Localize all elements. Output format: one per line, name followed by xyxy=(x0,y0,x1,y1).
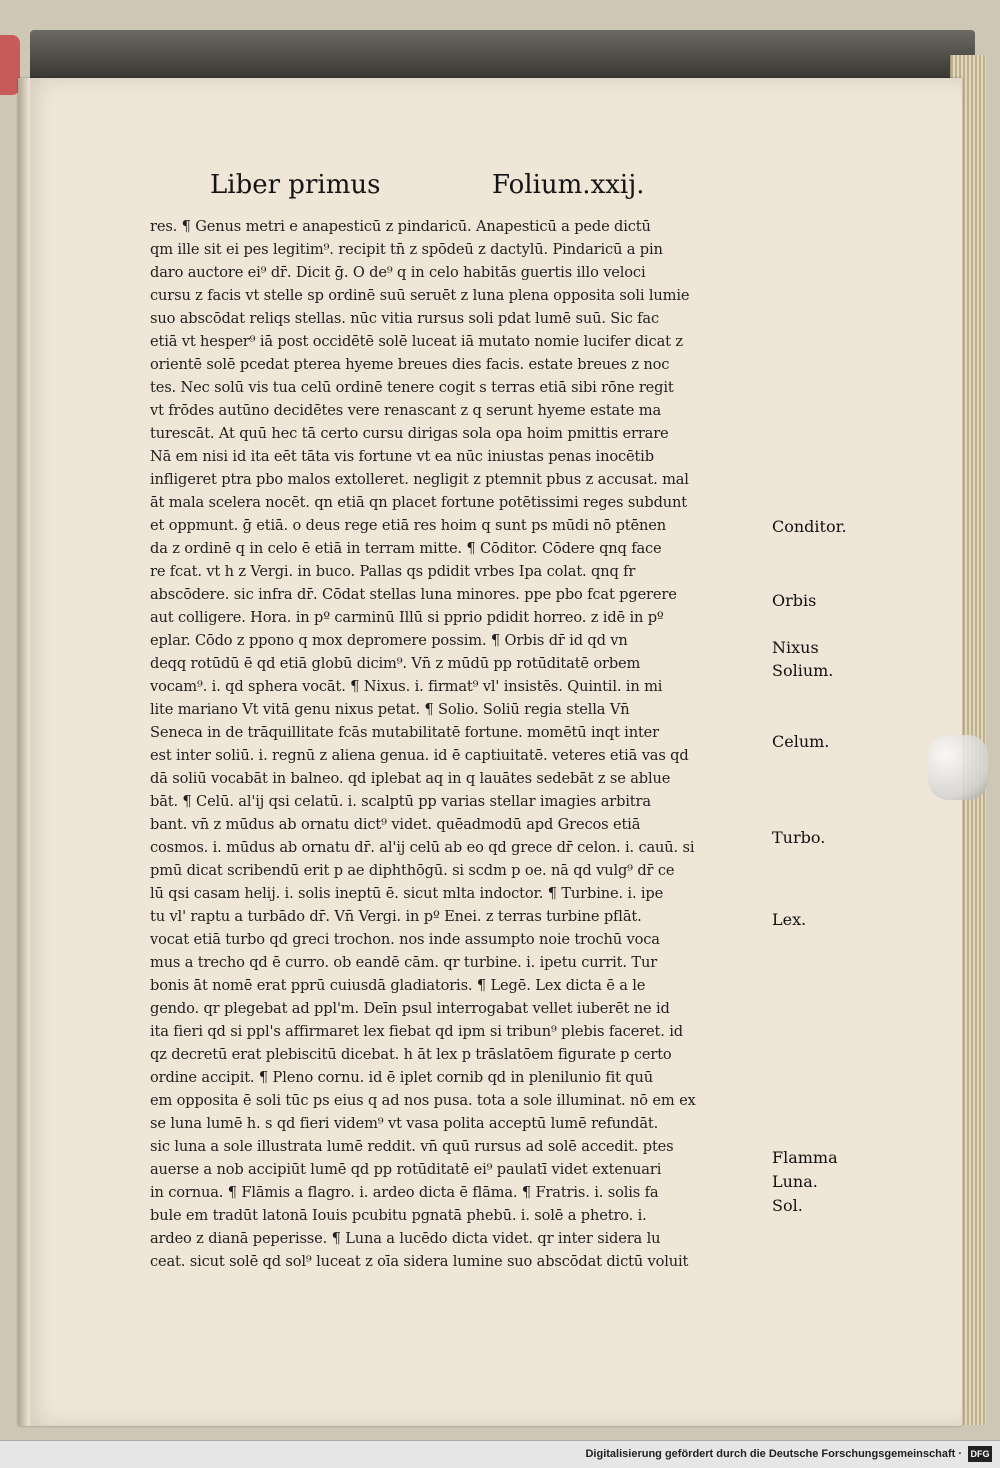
text-line: bāt. ¶ Celū. al'ij qsi celatū. i. scalptū pp varias stellar imagies arbitra xyxy=(150,793,651,810)
text-line: ordine accipit. ¶ Pleno cornu. id ē iplet cornib qd in plenilunio fit quū xyxy=(150,1069,653,1086)
text-line: pmū dicat scribendū erit p ae diphthōgū. si scdm p oe. nā qd vulg⁹ dr̄ ce xyxy=(150,862,675,879)
footer-bar xyxy=(0,1440,1000,1468)
margin-note-flamma: Flamma xyxy=(772,1148,838,1167)
text-line: abscōdere. sic infra dr̄. Cōdat stellas luna minores. ppe pbo fcat pgerere xyxy=(150,586,677,603)
text-line: lū qsi casam helij. i. solis ineptū ē. sicut mlta indoctor. ¶ Turbine. i. ipe xyxy=(150,885,664,902)
text-line: daro auctore ei⁹ dr̄. Dicit ḡ. O de⁹ q in celo habitās guertis illo veloci xyxy=(150,264,646,281)
text-line: etiā vt hesper⁹ iā post occidētē solē luceat iā mutato nomie lucifer dicat z xyxy=(150,333,683,350)
page-header xyxy=(210,170,710,210)
margin-note-sol: Sol. xyxy=(772,1196,803,1215)
text-line: dā soliū vocabāt in balneo. qd iplebat aq in q lauātes sedebāt z se ablue xyxy=(150,770,671,787)
text-line: cosmos. i. mūdus ab ornatu dr̄. al'ij celū ab eo qd grece dr̄ celon. i. cauū. si xyxy=(150,839,695,856)
text-line: et oppmunt. ḡ etiā. o deus rege etiā res hoim q sunt ps mūdi nō ptēnen xyxy=(150,517,666,534)
folio-number: Folium.xxij. xyxy=(492,170,645,200)
text-line: bant. vn̄ z mūdus ab ornatu dict⁹ videt. quēadmodū apd Grecos etiā xyxy=(150,816,641,833)
text-line: suo abscōdat reliqs stellas. nūc vitia rursus soli pdat lumē suū. Sic fac xyxy=(150,310,660,327)
text-line: Nā em nisi id ita eēt tāta vis fortune vt ea nūc iniustas penas inocētib xyxy=(150,448,654,465)
text-line: in cornua. ¶ Flāmis a flagro. i. ardeo dicta ē flāma. ¶ Fratris. i. solis fa xyxy=(150,1184,659,1201)
text-line: re fcat. vt h z Vergi. in buco. Pallas qs pdidit vrbes Ipa colat. qnq fr xyxy=(150,563,636,580)
text-line: bule em tradūt latonā Iouis pcubitu pgnatā phebū. i. solē a phetro. i. xyxy=(150,1207,647,1224)
text-line: āt mala scelera nocēt. qn etiā qn placet fortune potētissimi reges subdunt xyxy=(150,494,688,511)
text-line: Seneca in de trāquillitate fcās mutabilitatē fortune. momētū inqt inter xyxy=(150,724,659,741)
book-edge xyxy=(30,30,975,82)
text-line xyxy=(150,1273,770,1296)
red-bookmark xyxy=(0,35,20,95)
text-line: est inter soliū. i. regnū z aliena genua. id ē captiuitatē. veteres etiā vas qd xyxy=(150,747,689,764)
margin-note-solium: Solium. xyxy=(772,661,834,680)
text-line: infligeret ptra pbo malos extolleret. negligit z ptemnit pbus z accusat. mal xyxy=(150,471,689,488)
text-line: ardeo z dianā peperisse. ¶ Luna a lucēdo dicta videt. qr inter sidera lu xyxy=(150,1230,661,1247)
text-line: turescāt. At quū hec tā certo cursu dirigas sola opa hoim pmittis errare xyxy=(150,425,669,442)
margin-note-nixus: Nixus xyxy=(772,638,819,657)
text-line: auerse a nob accipiūt lumē qd pp rotūditatē ei⁹ paulatī videt extenuari xyxy=(150,1161,662,1178)
text-line: ita fieri qd si ppl's affirmaret lex fiebat qd ipm si tribun⁹ plebis faceret. id xyxy=(150,1023,683,1040)
margin-note-celum: Celum. xyxy=(772,732,830,751)
funding-credit: Digitalisierung gefördert durch die Deutsche Forschungsgemeinschaft · xyxy=(585,1448,962,1460)
text-line: vocam⁹. i. qd sphera vocāt. ¶ Nixus. i. firmat⁹ vl' insistēs. Quintil. in mi xyxy=(150,678,663,695)
text-line: qm ille sit ei pes legitim⁹. recipit tn̄ z spōdeū z dactylū. Pindaricū a pin xyxy=(150,241,663,258)
page-gutter xyxy=(18,78,30,1426)
text-line: aut colligere. Hora. in pº carminū Illū si pprio pdidit horreo. z idē in pº xyxy=(150,609,664,626)
text-line: res. ¶ Genus metri e anapesticū z pindaricū. Anapesticū a pede dictū xyxy=(150,218,651,235)
text-line: tu vl' raptu a turbādo dr̄. Vn̄ Vergi. in pº Enei. z terras turbine pflāt. xyxy=(150,908,642,925)
dfg-logo-icon: DFG xyxy=(968,1446,992,1462)
text-line: sic luna a sole illustrata lumē reddit. vn̄ quū rursus ad solē accedit. ptes xyxy=(150,1138,674,1155)
text-line: gendo. qr plegebat ad ppl'm. Deīn psul interrogabat vellet iuberēt ne id xyxy=(150,1000,670,1017)
text-line: vocat etiā turbo qd greci trochon. nos inde assumpto noie trochū voca xyxy=(150,931,660,948)
page-clip xyxy=(928,735,988,800)
text-line: deqq rotūdū ē qd etiā globū dicim⁹. Vn̄ z mūdū pp rotūditatē orbem xyxy=(150,655,641,672)
text-line: eplar. Cōdo z ppono q mox depromere possim. ¶ Orbis dr̄ id qd vn xyxy=(150,632,628,649)
text-line: mus a trecho qd ē curro. ob eandē cām. qr turbine. i. ipetu currit. Tur xyxy=(150,954,658,971)
margin-note-orbis: Orbis xyxy=(772,591,817,610)
text-line: orientē solē pcedat pterea hyeme breues dies facis. estate breues z noc xyxy=(150,356,670,373)
margin-note-conditor: Conditor. xyxy=(772,517,847,536)
text-line: lite mariano Vt vitā genu nixus petat. ¶ Solio. Soliū regia stella Vn̄ xyxy=(150,701,630,718)
text-line: qz decretū erat plebiscitū dicebat. h āt lex p trāslatōem figurate p certo xyxy=(150,1046,672,1063)
text-line: tes. Nec solū vis tua celū ordinē tenere cogit s terras etiā sibi rōne regit xyxy=(150,379,674,396)
text-line: cursu z facis vt stelle sp ordinē suū seruēt z luna plena opposita soli lumie xyxy=(150,287,690,304)
margin-note-luna: Luna. xyxy=(772,1172,818,1191)
text-line: bonis āt nomē erat pprū cuiusdā gladiatoris. ¶ Legē. Lex dicta ē a le xyxy=(150,977,646,994)
main-text-block xyxy=(150,215,770,1296)
margin-note-lex: Lex. xyxy=(772,910,807,929)
text-line: da z ordinē q in celo ē etiā in terram mitte. ¶ Cōditor. Cōdere qnq face xyxy=(150,540,662,557)
margin-note-turbo: Turbo. xyxy=(772,828,826,847)
running-title: Liber primus xyxy=(210,170,381,200)
text-line: ceat. sicut solē qd sol⁹ luceat z oīa sidera lumine suo abscōdat dictū voluit xyxy=(150,1253,689,1270)
text-line: vt frōdes autūno decidētes vere renascant z q serunt hyeme estate ma xyxy=(150,402,662,419)
text-line: em opposita ē soli tūc ps eius q ad nos pusa. tota a sole illuminat. nō em ex xyxy=(150,1092,696,1109)
text-line: se luna lumē h. s qd fieri videm⁹ vt vasa polita acceptū lumē refundāt. xyxy=(150,1115,659,1132)
